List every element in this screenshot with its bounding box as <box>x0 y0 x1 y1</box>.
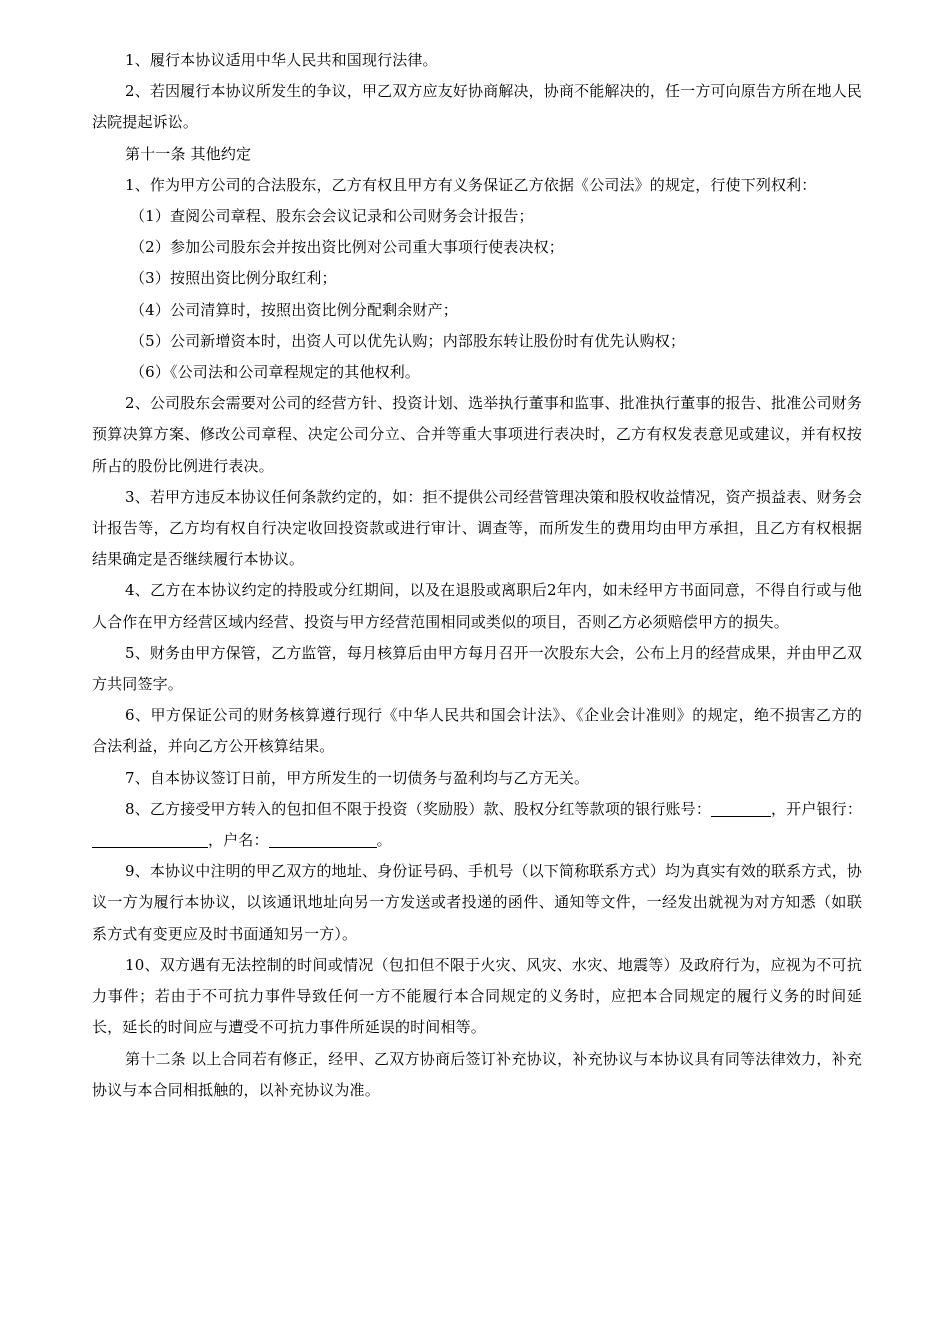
paragraph-article-12-amendments: 第十二条 以上合同若有修正，经甲、乙双方协商后签订补充协议，补充协议与本协议具有同等法律效力，补充协议与本合同相抵触的，以补充协议为准。 <box>92 1049 862 1099</box>
paragraph-non-compete: 4、乙方在本协议约定的持股或分红期间，以及在退股或离职后2年内，如未经甲方书面同意，不得自行或与他人合作在甲方经营区域内经营、投资与甲方经营范围相同或类似的项目，否则乙方必须赔偿甲方的损失。 <box>92 581 862 631</box>
list-item-right-2: （2）参加公司股东会并按出资比例对公司重大事项行使表决权； <box>130 238 564 257</box>
paragraph-bank-account <box>92 794 862 856</box>
bank-clause-text-b: ，开户银行： <box>771 799 862 818</box>
bank-clause-text-c: ，户名： <box>208 831 269 850</box>
paragraph-finance-supervision: 5、财务由甲方保管，乙方监管，每月核算后由甲方每月召开一次股东大会，公布上月的经营成果，并由甲乙双方共同签字。 <box>92 643 862 694</box>
list-item-right-6: （6）《公司法和公司章程规定的其他权利。 <box>130 363 421 382</box>
paragraph-force-majeure: 10、双方遇有无法控制的时间或情况（包扣但不限于火灾、风灾、水灾、地震等）及政府行为，应视为不可抗力事件；若由于不可抗力事件导致任何一方不能履行本合同规定的义务时，应把本合同规定的履行义务的时间延长，延长的时间应与遭受不可抗力事件所延误的时间相等。 <box>92 955 862 1037</box>
list-item-right-5: （5）公司新增资本时，出资人可以优先认购；内部股东转让股份时有优先认购权； <box>130 331 686 350</box>
document-body <box>92 45 862 1106</box>
list-item-right-1: （1）查阅公司章程、股东会会议记录和公司财务会计报告； <box>130 207 534 226</box>
paragraph-accounting-compliance: 6、甲方保证公司的财务核算遵行现行《中华人民共和国会计法》、《企业会计准则》的规定，绝不损害乙方的合法利益，并向乙方公开核算结果。 <box>92 706 862 756</box>
paragraph-voting-rights: 2、公司股东会需要对公司的经营方针、投资计划、选举执行董事和监事、批准执行董事的报告、批准公司财务预算决算方案、修改公司章程、决定公司分立、合并等重大事项进行表决时，乙方有权发表意见或建议，并有权按所占的股份比例进行表决。 <box>92 394 862 475</box>
paragraph-dispute-resolution: 2、若因履行本协议所发生的争议，甲乙双方应友好协商解决，协商不能解决的，任一方可向原告方所在地人民法院提起诉讼。 <box>92 82 862 132</box>
paragraph-shareholder-rights: 1、作为甲方公司的合法股东，乙方有权且甲方有义务保证乙方依据《公司法》的规定，行使下列权利： <box>125 175 817 194</box>
paragraph-law-applicable: 1、履行本协议适用中华人民共和国现行法律。 <box>125 51 438 69</box>
paragraph-contact-info: 9、本协议中注明的甲乙双方的地址、身份证号码、手机号（以下简称联系方式）均为真实有效的联系方式，协议一方为履行本协议，以该通讯地址向另一方发送或者投递的函件、通知等文件，一经发出就视为对方知悉（如联系方式有变更应及时书面通知另一方）。 <box>92 862 862 943</box>
bank-clause-text-d: 。 <box>376 831 392 850</box>
section-heading-article-11: 第十一条 其他约定 <box>125 144 252 163</box>
paragraph-prior-debts: 7、自本协议签订日前，甲方所发生的一切债务与盈利均与乙方无关。 <box>125 768 590 787</box>
paragraph-breach: 3、若甲方违反本协议任何条款约定的，如：拒不提供公司经营管理决策和股权收益情况，资产损益表、财务会计报告等，乙方均有权自行决定收回投资款或进行审计、调查等，而所发生的费用均由甲方承担，且乙方有权根据结果确定是否继续履行本协议。 <box>92 487 862 569</box>
bank-clause-text-a: 8、乙方接受甲方转入的包扣但不限于投资（奖励股）款、股权分红等款项的银行账号： <box>125 799 711 818</box>
bank-name-blank <box>92 829 208 848</box>
list-item-right-3: （3）按照出资比例分取红利； <box>130 269 337 288</box>
list-item-right-4: （4）公司清算时，按照出资比例分配剩余财产； <box>130 300 458 319</box>
account-number-blank <box>711 798 771 817</box>
account-holder-blank <box>269 829 377 848</box>
